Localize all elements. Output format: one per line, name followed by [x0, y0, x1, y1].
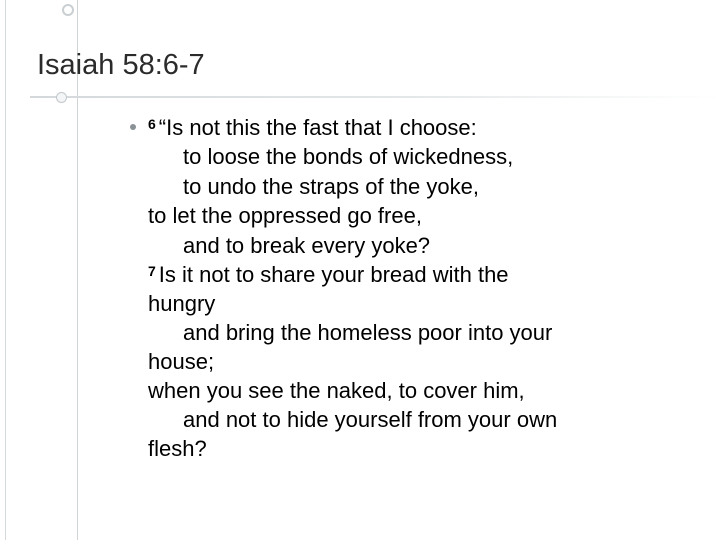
- verse-number: 6: [148, 116, 156, 132]
- verse-line: and to break every yoke?: [183, 233, 431, 258]
- verse-line: hungry: [148, 291, 216, 316]
- verse-line: and not to hide yourself from your own: [183, 407, 558, 432]
- verse-text: “Is not this the fast that I choose:: [158, 115, 477, 140]
- verse-line: to let the oppressed go free,: [148, 203, 422, 228]
- verse-line: to undo the straps of the yoke,: [183, 174, 479, 199]
- slide-title: Isaiah 58:6-7: [37, 49, 205, 81]
- verse-text: Is it not to share your bread with the: [158, 262, 509, 287]
- verse-line: house;: [148, 349, 215, 374]
- verse-line: to loose the bonds of wickedness,: [183, 144, 514, 169]
- verse-number: 7: [148, 263, 156, 279]
- verse-line: [148, 117, 477, 139]
- verse-line: and bring the homeless poor into your: [183, 320, 553, 345]
- verse-line: [148, 264, 509, 286]
- verse-line: flesh?: [148, 436, 207, 461]
- bullet-icon: [130, 124, 136, 130]
- verse-line: when you see the naked, to cover him,: [148, 378, 525, 403]
